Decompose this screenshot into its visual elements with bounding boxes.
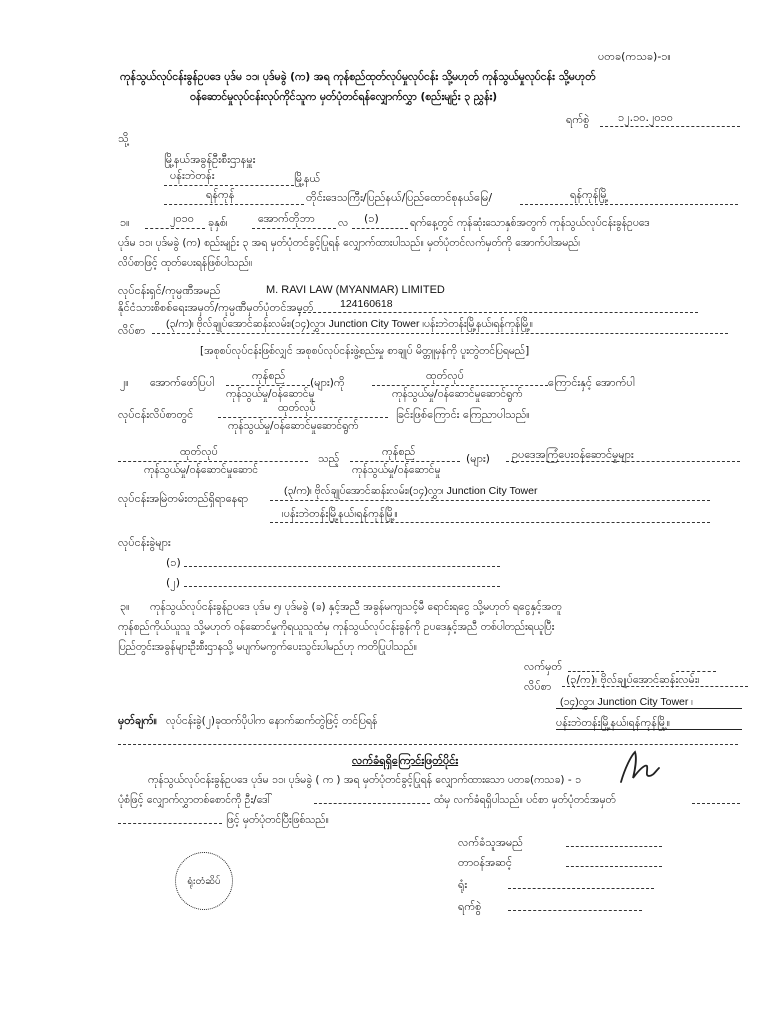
branch1-label: (၁): [166, 556, 181, 569]
year-suffix: ခုနှစ်၊: [208, 216, 228, 229]
goods-plural: (များ)ကို: [310, 376, 345, 389]
cut-line: [118, 744, 738, 745]
region-line: [164, 204, 304, 205]
site-line1: [270, 500, 710, 501]
date-value: ၁၂.၁၀.၂၀၁၀: [618, 111, 673, 124]
branch2-line: [184, 586, 500, 587]
address-line: [152, 333, 728, 334]
section2-reason: ကြောင်းနှင့် အောက်ပါ: [548, 376, 635, 389]
address-value: (၃/က)၊ ဗိုလ်ချုပ်အောင်ဆန်းလမ်း၊(၁၄)လွှာ၊ Junction City Tower ၊ပန်းဘဲတန်းမြို့နယ်၊ရန်ကုန်မြို့။: [166, 318, 533, 330]
goods-caption: ကုန်သွယ်မှု/ဝန်ဆောင်မှု: [226, 388, 315, 400]
receipt-line3-end: ဖြင့် မှတ်ပုံတင်ပြီးဖြစ်သည်။: [226, 814, 329, 826]
form-number: ပတခ(ကသခ)-၁။: [598, 50, 671, 63]
goods-value: ကုန်စည်: [252, 369, 286, 382]
receipt-line2-end: ထံမှ လက်ခံရရှိပါသည်။ ပင်စာ မှတ်ပုံတင်အမှတ်: [434, 794, 616, 806]
signature-line-left: [568, 671, 604, 672]
addressee-office: မြို့နယ်အခွန်ဦးစီးဌာနမှူး: [164, 153, 256, 166]
duty-level-label: တာဝန်အဆင့်: [458, 856, 512, 869]
date-line: [600, 126, 740, 127]
month-suffix: လ: [338, 216, 349, 229]
section3-number: ၃။: [120, 600, 130, 613]
office-seal: [175, 852, 233, 910]
signature-label: လက်မှတ်: [524, 660, 563, 673]
day-value: (၁): [364, 212, 379, 225]
day-line: [352, 228, 408, 229]
site-label: လုပ်ငန်းအမြဲတမ်းတည်ရှိရာနေရာ: [118, 492, 249, 505]
form-title-line1: ကုန်သွယ်လုပ်ငန်းခွန်ဥပဒေ ပုဒ်မ ၁၁၊ ပုဒ်မခွဲ (က) အရ ကုန်စည်ထုတ်လုပ်မှုလုပ်ငန်း သို့မဟုတ် ကုန်သွယ်မှုလုပ်ငန်း သို့မဟုတ်: [120, 71, 596, 83]
line3-a-value: ထုတ်လုပ်: [180, 445, 218, 458]
line3-b-line: [350, 461, 460, 462]
section1-number: ၁။: [120, 216, 130, 229]
receiver-name-line: [566, 846, 662, 847]
branches-label: လုပ်ငန်းခွဲများ: [118, 536, 171, 549]
office-line: [508, 888, 654, 889]
city-value: ရန်ကုန်မြို့: [570, 188, 609, 201]
produce-value: ထုတ်လုပ်: [426, 369, 464, 382]
section1-line1-text: ရက်နေ့တွင် ကုန်ဆုံးသောနှစ်အတွက် ကုန်သွယ်လုပ်ငန်းခွန်ဥပဒေ: [410, 217, 650, 229]
produce-line: [372, 385, 548, 386]
goods-line: [226, 385, 310, 386]
month-line: [252, 228, 336, 229]
office-seal-label: ရုံးတံဆိပ်: [187, 875, 221, 887]
date-label: ရက်စွဲ: [566, 113, 590, 126]
owner-value: M. RAVI LAW (MYANMAR) LIMITED: [266, 284, 445, 296]
line2-value-line: [218, 417, 388, 418]
line3-a-line: [118, 461, 308, 462]
applicant-name-line: [314, 803, 430, 804]
signature-address-rule3: [556, 729, 742, 730]
receipt-line3-blank: [118, 823, 222, 824]
line3-b-caption: ကုန်သွယ်မှု/ဝန်ဆောင်မှု: [352, 464, 441, 476]
remark-label: မှတ်ချက်။: [118, 714, 158, 727]
signature-address-rule1: [562, 686, 748, 687]
produce-caption: ကုန်သွယ်မှု/ဝန်ဆောင်မှုဆောင်ရွက်: [392, 388, 523, 400]
owner-label: လုပ်ငန်းရှင်/ကုမ္ပဏီအမည်: [118, 284, 221, 297]
handwritten-signature: [615, 748, 663, 788]
registration-label: နိုင်ငံသားစိစစ်ရေးအမှတ်/ကုမ္ပဏီမှတ်ပုံတင်အမှတ်: [118, 301, 314, 314]
address-label: လိပ်စာ: [118, 324, 146, 337]
receiver-name-label: လက်ခံသူအမည်: [458, 836, 523, 849]
receipt-date-line: [508, 910, 642, 911]
remark-text: လုပ်ငန်းခွဲ(၂)ခုထက်ပိုပါက နောက်ဆက်တွဲဖြင့် တင်ပြရန်: [166, 715, 378, 727]
site-value1: (၃/က)၊ ဗိုလ်ချုပ်အောင်ဆန်းလမ်း၊(၁၄)လွှာ၊ Junction City Tower: [284, 485, 538, 497]
branch1-line: [184, 566, 500, 567]
township-value: ပန်းဘဲတန်း: [170, 169, 215, 182]
signature-address-line2: (၁၄)လွှာ၊ Junction City Tower ၊: [560, 696, 693, 708]
site-value2: ၊ပန်းဘဲတန်းမြို့နယ်၊ရန်ကုန်မြို့။: [282, 507, 398, 520]
site-line2: [270, 522, 710, 523]
township-suffix: မြို့နယ်: [294, 172, 321, 185]
receipt-date-label: ရက်စွဲ: [458, 900, 482, 913]
receipt-reg-line: [692, 803, 740, 804]
section3-line2: ကုန်စည်ကိုယ်ယူသူ သို့မဟုတ် ဝန်ဆောင်မှုကိုရယူသူထံမှ ကုန်သွယ်လုပ်ငန်းခွန်ကို ဥပဒေနှင့်အညီ တစ်ပါတည်းရယူပြီး: [118, 621, 555, 633]
line3-b-value: ကုန်စည်: [382, 445, 416, 458]
line3-mid: သည့်: [318, 452, 340, 465]
township-line: [164, 185, 294, 186]
signature-address-line3: ပန်းဘဲတန်းမြို့နယ်၊ရန်ကုန်မြို့။: [556, 716, 671, 729]
year-value: ၂၀၁၀: [170, 212, 194, 225]
city-line: [520, 204, 738, 205]
line2-end: ခြင်းဖြစ်ကြောင်း ကြေညာပါသည်။: [396, 408, 530, 421]
receipt-title: လက်ခံရရှိကြောင်းဖြတ်ပိုင်း: [352, 754, 459, 767]
section2-intro: အောက်ဖော်ပြပါ: [150, 376, 215, 389]
region-suffix: တိုင်းဒေသကြီး/ပြည်နယ်/ပြည်ထောင်စုနယ်မြေ/: [306, 191, 493, 204]
signature-line-right: [676, 671, 716, 672]
section1-line2: ပုဒ်မ ၁၁၊ ပုဒ်မခွဲ (က) စည်းမျဉ်း ၃ အရ မှတ်ပုံတင်ခွင့်ပြုရန် လျှောက်ထားပါသည်။ မှတ်ပုံတင်လက်မှတ်ကို အောက်ပါအမည်၊: [118, 237, 581, 249]
region-value: ရန်ကုန်: [206, 188, 235, 201]
line3-c-value: ဥပဒေအကြံပေးဝန်ဆောင်မှုများ: [512, 448, 634, 461]
office-label: ရုံး: [458, 878, 468, 891]
line2-caption: ကုန်သွယ်မှု/ဝန်ဆောင်မှုဆောင်ရွက်: [228, 420, 359, 432]
receipt-line2: ပုံစံဖြင့် လျှောက်လွှာတစ်စောင်ကို ဦး/ဒေါ်: [118, 794, 273, 806]
registration-line: [298, 312, 698, 313]
section3-line1: ကုန်သွယ်လုပ်ငန်းခွန်ဥပဒေ ပုဒ်မ ၅၊ ပုဒ်မခွဲ (ခ) နှင့်အညီ အခွန်မကျသင့်မီ ရောင်းရငွေ သို့မဟုတ် ရငွေနှင့်အတူ: [150, 601, 562, 613]
line2-value: ထုတ်လုပ်: [278, 401, 316, 414]
line3-a-caption: ကုန်သွယ်မှု/ဝန်ဆောင်မှုဆောင်: [144, 464, 259, 476]
signature-address-rule2: [556, 708, 742, 709]
section2-number: ၂။: [120, 376, 129, 389]
line3-plural: (များ): [466, 452, 490, 465]
receipt-line1: ကုန်သွယ်လုပ်ငန်းခွန်ဥပဒေ ပုဒ်မ ၁၁၊ ပုဒ်မခွဲ ( က ) အရ မှတ်ပုံတင်ခွင့်ပြုရန် လျှောက်ထားသော ပတခ(ကသခ) - ၁: [148, 774, 581, 786]
partnership-note: [အစုစပ်လုပ်ငန်းဖြစ်လျှင် အစုစပ်လုပ်ငန်းဖွဲ့စည်းမှု စာချုပ် မိတ္တူမှန်ကို ပူးတွဲတင်ပြရမည်]: [200, 345, 530, 357]
signature-address-label: လိပ်စာ: [524, 680, 552, 693]
section1-line3: လိပ်စာဖြင့် ထုတ်ပေးရန်ဖြစ်ပါသည်။: [118, 257, 253, 269]
duty-level-line: [566, 866, 662, 867]
year-line: [145, 228, 205, 229]
branch2-label: (၂): [166, 576, 180, 589]
section3-line3: ပြည်တွင်းအခွန်များဦးစီးဌာနသို့ မပျက်မကွက်ပေးသွင်းပါမည်ဟု ကတိပြုပါသည်။: [118, 641, 417, 653]
signature-address-line1: (၃/က)၊ ဗိုလ်ချုပ်အောင်ဆန်းလမ်း၊: [566, 673, 700, 686]
addressee-to: သို့: [118, 132, 129, 145]
registration-value: 124160618: [340, 298, 393, 310]
form-title-line2: ဝန်ဆောင်မှုလုပ်ငန်းလုပ်ကိုင်သူက မှတ်ပုံတင်ရန်လျှောက်လွှာ (စည်းမျဉ်း ၃ ညွှန်း): [190, 91, 498, 103]
line2-label: လုပ်ငန်းလိပ်စာတွင်: [118, 408, 194, 421]
month-value: အောက်တိုဘာ: [258, 212, 315, 225]
